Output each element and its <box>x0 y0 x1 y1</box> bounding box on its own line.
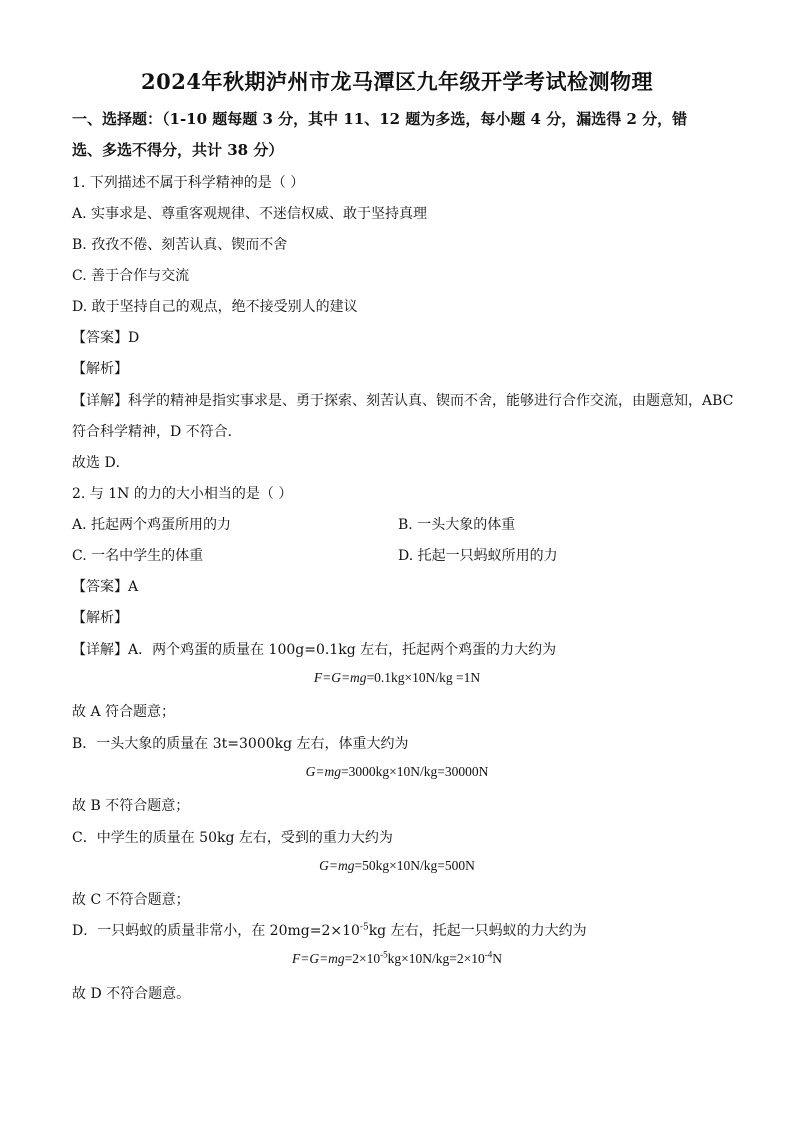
detail-d-text: D．一只蚂蚁的质量非常小，在 20mg=2×10 <box>72 923 360 939</box>
q2-option-b: B. 一头大象的体重 <box>398 517 516 533</box>
exponent: -5 <box>380 949 388 960</box>
q1-conclusion: 故选 D． <box>72 455 130 471</box>
q2-detail-d <box>72 920 587 940</box>
q1-option-b: B. 孜孜不倦、刻苦认真、锲而不舍 <box>72 237 288 253</box>
exponent: -4 <box>484 949 493 960</box>
q2-conclusion-c: 故 C 不符合题意； <box>72 892 190 908</box>
q1-detail-line2: 符合科学精神，D 不符合． <box>72 424 242 440</box>
page-title: 2024年秋期泸州市龙马潭区九年级开学考试检测物理 <box>141 69 653 94</box>
q2-detail-c: C．中学生的质量在 50kg 左右，受到的重力大约为 <box>72 830 393 846</box>
q1-option-d: D. 敢于坚持自己的观点，绝不接受别人的建议 <box>72 299 358 315</box>
formula-values: =50kg×10N/kg=500N <box>354 858 475 873</box>
q2-conclusion-d: 故 D 不符合题意。 <box>72 986 191 1002</box>
q2-option-d: D. 托起一只蚂蚁所用的力 <box>398 548 558 564</box>
q2-detail-a: 【详解】A．两个鸡蛋的质量在 100g=0.1kg 左右，托起两个鸡蛋的力大约为 <box>72 642 557 658</box>
formula-variables: G=mg <box>319 858 355 873</box>
q2-answer: 【答案】A <box>72 579 139 595</box>
section-heading-line2: 选、多选不得分，共计 38 分） <box>72 141 284 159</box>
q2-formula-a <box>0 670 794 686</box>
q2-conclusion-a: 故 A 符合题意； <box>72 704 176 720</box>
formula-part: kg×10N/kg=2×10 <box>387 951 485 966</box>
q1-option-c: C. 善于合作与交流 <box>72 268 190 284</box>
q1-detail-line1: 【详解】科学的精神是指实事求是、勇于探索、刻苦认真、锲而不舍，能够进行合作交流，由题意知，ABC <box>72 393 734 409</box>
formula-part: N <box>492 951 503 966</box>
q2-detail-b: B．一头大象的质量在 3t=3000kg 左右，体重大约为 <box>72 736 409 752</box>
q1-analysis-label: 【解析】 <box>72 361 128 377</box>
q1-option-a: A. 实事求是、尊重客观规律、不迷信权威、敢于坚持真理 <box>72 206 428 222</box>
q2-stem: 2. 与 1N 的力的大小相当的是（ ） <box>72 486 293 502</box>
q2-conclusion-b: 故 B 不符合题意； <box>72 798 190 814</box>
formula-variables: G=mg <box>305 764 341 779</box>
formula-values: =0.1kg×10N/kg =1N <box>366 670 481 685</box>
section-heading-line1: 一、选择题：（1-10 题每题 3 分，其中 11、12 题为多选，每小题 4 分，漏选得 2 分，错 <box>72 110 688 128</box>
detail-d-text-end: kg 左右，托起一只蚂蚁的力大约为 <box>368 923 587 939</box>
formula-variables: F=G=mg <box>291 951 345 966</box>
formula-part: =2×10 <box>344 951 381 966</box>
q1-stem: 1. 下列描述不属于科学精神的是（ ） <box>72 175 305 191</box>
exponent: -5 <box>359 922 369 933</box>
formula-variables: F=G=mg <box>313 670 367 685</box>
q2-analysis-label: 【解析】 <box>72 610 128 626</box>
q2-formula-c <box>0 858 794 874</box>
q2-formula-d <box>0 951 794 967</box>
q1-answer: 【答案】D <box>72 330 140 346</box>
q2-option-a: A. 托起两个鸡蛋所用的力 <box>72 517 232 533</box>
formula-values: =3000kg×10N/kg=30000N <box>341 764 489 779</box>
q2-formula-b <box>0 764 794 780</box>
q2-option-c: C. 一名中学生的体重 <box>72 548 204 564</box>
